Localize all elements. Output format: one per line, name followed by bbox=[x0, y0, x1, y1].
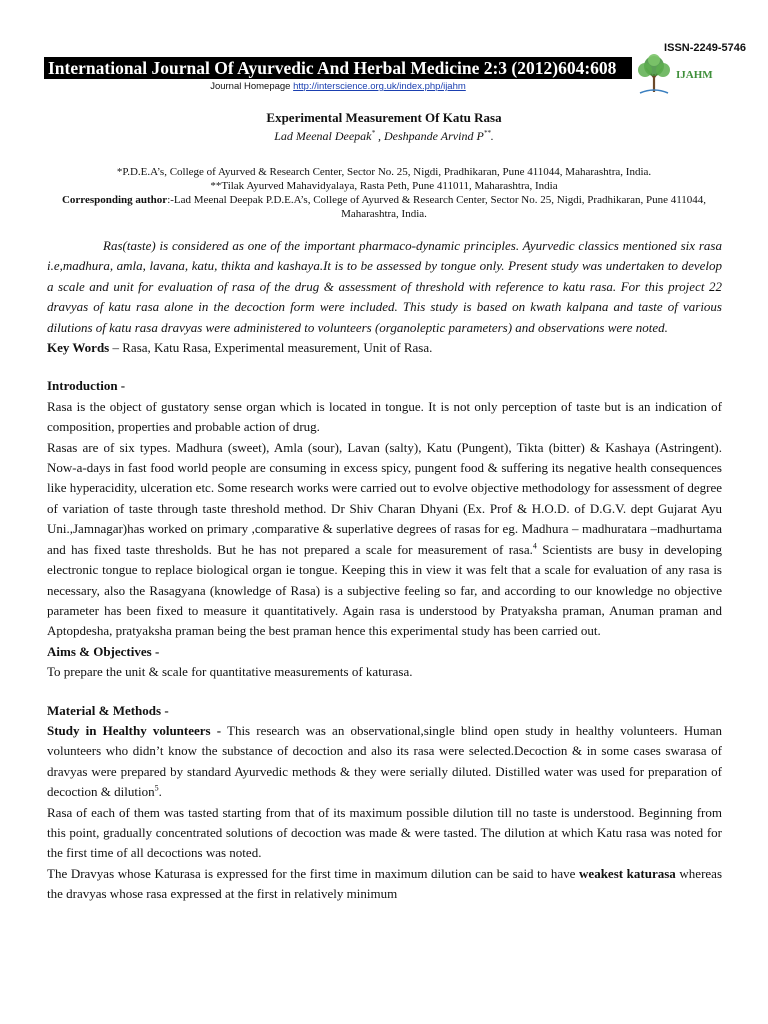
intro-p2-text-a: Rasas are of six types. Madhura (sweet), Amla (sour), Lavan (salty), Katu (Pungent), Tikta (bitter) & Kashaya (Astringent). Now-a-days in fast food world people are consuming in excess spicy, pungent food & suffering its negative health consequences like hyperacidity, ulceration etc. Some research works were carried out to evolve objective methodology for assessment of degree of variation of taste through taste threshold method. Dr Shiv Charan Dhyani (Ex. Prof & H.O.D. of D.G.V. dept Gujarat Ayu Uni.,Jamnagar)has worked on primary ,comparative & superlative degrees of rasas for eg. Madhura – madhuratara –madhurtama and has fixed taste thresholds. But he has not prepared a scale for measurement of rasa. bbox=[47, 439, 722, 557]
author-end: . bbox=[490, 129, 494, 143]
author-line bbox=[0, 129, 768, 144]
keywords-label: Key Words bbox=[47, 340, 110, 356]
issn-number: ISSN-2249-5746 bbox=[664, 42, 746, 54]
introduction-paragraph-2 bbox=[47, 438, 722, 642]
journal-title-bar: International Journal Of Ayurvedic And Herbal Medicine 2:3 (2012)604:608 bbox=[44, 57, 632, 79]
author-2-mark: ** bbox=[483, 129, 491, 137]
introduction-paragraph-1: Rasa is the object of gustatory sense organ which is located in tongue. It is not only perception of taste but is an indication of composition, properties and probable action of drug. bbox=[47, 398, 722, 435]
methods-p1-text-b: . bbox=[158, 784, 162, 800]
affiliation-2: **Tilak Ayurved Mahavidyalaya, Rasta Peth, Pune 411011, Maharashtra, India bbox=[210, 180, 558, 192]
methods-p3-text-a: The Dravyas whose Katurasa is expressed for the first time in maximum dilution can be said to have bbox=[47, 865, 580, 881]
affiliations bbox=[60, 165, 708, 221]
abstract: Ras(taste) is considered as one of the important pharmaco-dynamic principles. Ayurvedic classics mentioned six rasa i.e,madhura, amla, lavana, katu, thikta and kashaya.It is to be assessed by tongue only. Present study was undertaken to develop a scale and unit for evaluation of rasa of the drug & assessment of threshold with reference to katu rasa. For this project 22 dravyas of katu rasa alone in the decoction form were included. This study is based on kwath kalpana and taste of various dilutions of katu rasa dravyas were administered to volunteers (organoleptic parameters) and observations were noted. bbox=[47, 238, 722, 335]
article-title: Experimental Measurement Of Katu Rasa bbox=[266, 110, 502, 125]
keywords bbox=[47, 338, 722, 358]
methods-subheading: Study in Healthy volunteers - bbox=[47, 722, 222, 738]
aims-text: To prepare the unit & scale for quantitative measurements of katurasa. bbox=[47, 664, 413, 680]
methods-p3-bold: weakest katurasa bbox=[579, 865, 676, 881]
methods-paragraph-3 bbox=[47, 864, 722, 905]
methods-p1-text-a: This research was an observational,single blind open study in healthy volunteers. Human volunteers who didn’t know the substance of decoction and also its rasa were selected.Decoction & in some cases swarasa of dravyas were prepared by standard Ayurvedic methods & they were serially diluted. Distilled water was used for preparation of decoction & dilution bbox=[47, 722, 723, 800]
keywords-text: – Rasa, Katu Rasa, Experimental measurement, Unit of Rasa. bbox=[109, 340, 433, 356]
article-body bbox=[47, 236, 722, 905]
affiliation-1: *P.D.E.A’s, College of Ayurved & Research Center, Sector No. 25, Nigdi, Pradhikaran, Pune 411044, Maharashtra, India. bbox=[116, 166, 652, 178]
homepage-label: Journal Homepage bbox=[210, 81, 291, 92]
author-separator: , bbox=[375, 129, 385, 143]
homepage-link[interactable]: http://interscience.org.uk/index.php/ijahm bbox=[293, 81, 466, 92]
author-1: Lad Meenal Deepak bbox=[274, 129, 372, 143]
methods-p3-text-b: whereas the dravyas whose rasa expressed at the first in relatively minimum bbox=[47, 865, 723, 902]
reference-4: 4 bbox=[532, 541, 537, 551]
corresponding-label: Corresponding author bbox=[61, 194, 168, 206]
introduction-heading: Introduction - bbox=[47, 378, 126, 394]
author-1-mark: * bbox=[371, 129, 376, 137]
logo-text: IJAHM bbox=[676, 69, 713, 81]
author-2: Deshpande Arvind P bbox=[384, 129, 484, 143]
aims-heading: Aims & Objectives - bbox=[47, 643, 160, 659]
corresponding-author bbox=[60, 193, 708, 221]
methods-heading: Material & Methods - bbox=[47, 702, 169, 718]
journal-homepage bbox=[0, 81, 676, 92]
corresponding-text: :-Lad Meenal Deepak P.D.E.A’s, College of Ayurved & Research Center, Sector No. 25, Nigdi, Pradhikaran, Pune 411044, Maharashtra, India. bbox=[167, 194, 707, 220]
methods-paragraph-1 bbox=[47, 721, 722, 803]
intro-p2-text-b: Scientists are busy in developing electronic tongue to replace biological organ ie tongue. Keeping this in view it was felt that a scale for evaluation of any rasa is necessary, also the Rasagyana (knowledge of Rasa) is a subjective feeling so far, and according to our knowledge no objective parameter has been fixed to measure it quantitatively. Again rasa is understood by Pratyaksha praman, Anuman praman and Aptopdesha, pratyaksha praman being the best praman hence this experimental study has been carried out. bbox=[47, 541, 722, 639]
reference-5: 5 bbox=[154, 783, 159, 793]
methods-paragraph-2: Rasa of each of them was tasted starting from that of its maximum possible dilution till no taste is understood. Beginning from this point, gradually concentrated solutions of decoction was made & were tasted. The dilution at which Katu rasa was noted for the first time of all decoctions was noted. bbox=[47, 804, 722, 861]
